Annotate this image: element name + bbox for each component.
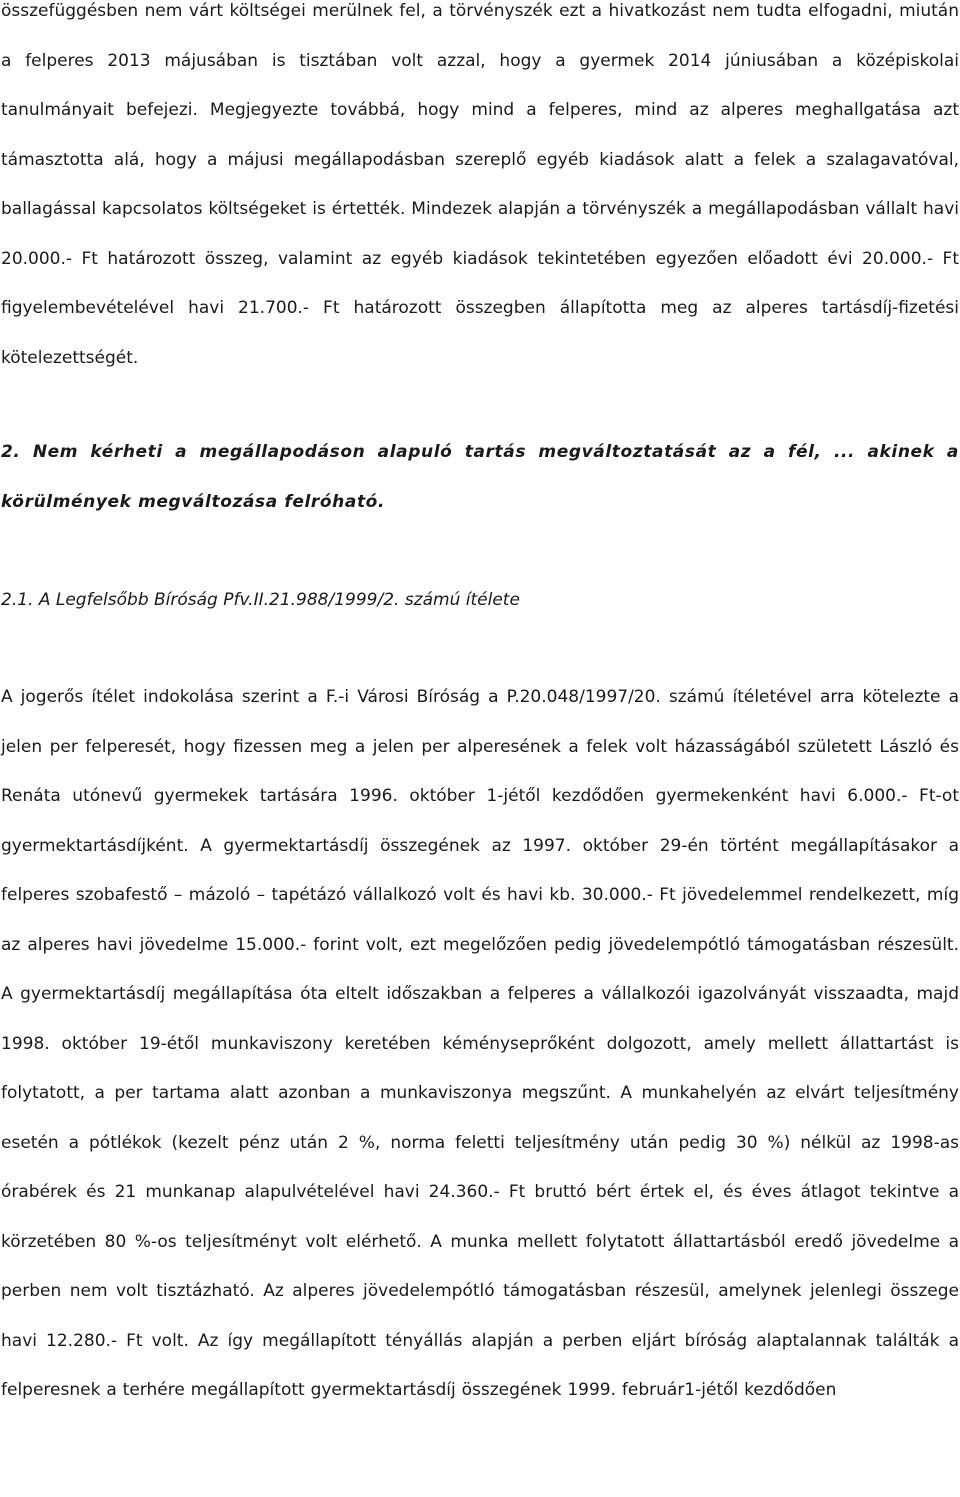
- subsection-heading-2-1: 2.1. A Legfelsőbb Bíróság Pfv.II.21.988/1999/2. számú ítélete: [1, 590, 520, 610]
- body-paragraph-2: A jogerős ítélet indokolása szerint a F.-i Városi Bíróság a P.20.048/1997/20. számú ítéletével arra kötelezte a jelen per felperesét, hogy fizessen meg a jelen per alperesének a felek volt házasságából született László és Renáta utónevű gyermekek tartására 1996. október 1-jétől kezdődően gyermekenként havi 6.000.- Ft-ot gyermektartásdíjként. A gyermektartásdíj összegének az 1997. október 29-én történt megállapításakor a felperes szobafestő – mázoló – tapétázó vállalkozó volt és havi kb. 30.000.- Ft jövedelemmel rendelkezett, míg az alperes havi jövedelme 15.000.- forint volt, ezt megelőzően pedig jövedelempótló támogatásban részesült. A gyermektartásdíj megállapítása óta eltelt időszakban a felperes a vállalkozói igazolványát visszaadta, majd 1998. október 19-étől munkaviszony keretében kéményseprőként dolgozott, amely mellett állattartást is folytatott, a per tartama alatt azonban a munkaviszonya megszűnt. A munkahelyén az elvárt teljesítmény esetén a pótlékok (kezelt pénz után 2 %, norma feletti teljesítmény után pedig 30 %) nélkül az 1998-as órabérek és 21 munkanap alapulvételével havi 24.360.- Ft bruttó bért értek el, és éves átlagot tekintve a körzetében 80 %-os teljesítményt volt elérhető. A munka mellett folytatott állattartásból eredő jövedelme a perben nem volt tisztázható. Az alperes jövedelempótló támogatásban részesül, amelynek jelenlegi összege havi 12.280.- Ft volt. Az így megállapított tényállás alapján a perben eljárt bíróság alaptalannak találták a felperesnek a terhére megállapított gyermektartásdíj összegének 1999. február1-jétől kezdődően: [1, 687, 959, 1400]
- body-paragraph-1: összefüggésben nem várt költségei merülnek fel, a törvényszék ezt a hivatkozást nem tudta elfogadni, miután a felperes 2013 májusában is tisztában volt azzal, hogy a gyermek 2014 júniusában a középiskolai tanulmányait befejezi. Megjegyezte továbbá, hogy mind a felperes, mind az alperes meghallgatása azt támasztotta alá, hogy a májusi megállapodásban szereplő egyéb kiadások alatt a felek a szalagavatóval, ballagással kapcsolatos költségeket is értették. Mindezek alapján a törvényszék a megállapodásban vállalt havi 20.000.- Ft határozott összeg, valamint az egyéb kiadások tekintetében egyezően előadott évi 20.000.- Ft figyelembevételével havi 21.700.- Ft határozott összegben állapította meg az alperes tartásdíj-fizetési kötelezettségét.: [1, 1, 959, 368]
- section-heading-2: 2. Nem kérheti a megállapodáson alapuló tartás megváltoztatását az a fél, ... akinek a körülmények megváltozása felróható.: [1, 442, 959, 512]
